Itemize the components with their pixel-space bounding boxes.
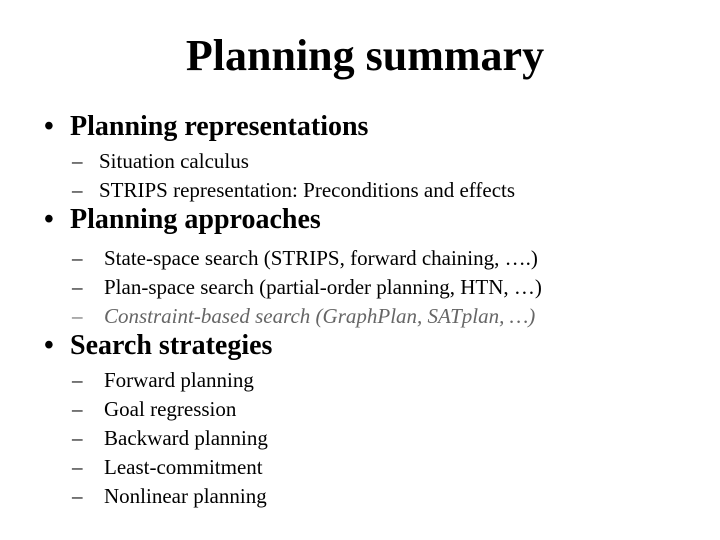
dash-icon: –	[72, 275, 83, 299]
dash-icon: –	[72, 426, 83, 450]
section-planning-representations	[44, 110, 704, 205]
heading-text: Planning representations	[70, 111, 369, 142]
list-item: – Nonlinear planning	[72, 482, 704, 511]
list-item: – Plan-space search (partial-order planning, HTN, …)	[72, 273, 704, 302]
bullet-heading	[44, 329, 704, 363]
dash-icon: –	[72, 178, 83, 202]
list-item-muted: – Constraint-based search (GraphPlan, SATplan, …)	[72, 302, 704, 331]
list-item: – Situation calculus	[72, 147, 704, 176]
slide-title: Planning summary	[185, 31, 545, 80]
list-item: – Goal regression	[72, 395, 704, 424]
list-item: – Least-commitment	[72, 453, 704, 482]
dash-icon: –	[72, 484, 83, 508]
list-item: – Backward planning	[72, 424, 704, 453]
dash-icon: –	[72, 304, 83, 328]
list-item: – Forward planning	[72, 366, 704, 395]
list-item: – STRIPS representation: Preconditions and effects	[72, 176, 704, 205]
dash-icon: –	[72, 455, 83, 479]
bullet-icon: •	[44, 111, 54, 142]
sub-list	[72, 147, 704, 205]
dash-icon: –	[72, 368, 83, 392]
list-item: – State-space search (STRIPS, forward chaining, ….)	[72, 244, 704, 273]
heading-text: Search strategies	[70, 330, 273, 361]
dash-icon: –	[72, 246, 83, 270]
bullet-icon: •	[44, 204, 54, 235]
sub-list	[72, 366, 704, 511]
dash-icon: –	[72, 149, 83, 173]
bullet-heading	[44, 203, 704, 237]
sub-list	[72, 244, 704, 331]
dash-icon: –	[72, 397, 83, 421]
section-planning-approaches	[44, 203, 704, 331]
section-search-strategies	[44, 329, 704, 511]
heading-text: Planning approaches	[70, 204, 321, 235]
bullet-heading	[44, 110, 704, 144]
bullet-icon: •	[44, 330, 54, 361]
